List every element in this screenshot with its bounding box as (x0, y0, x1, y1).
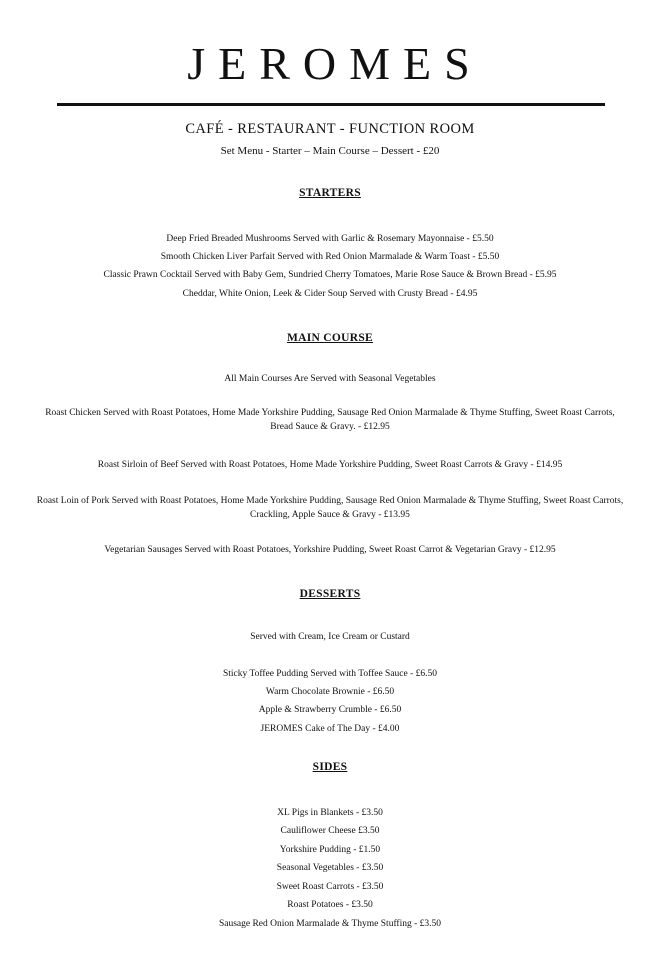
main-course-heading: MAIN COURSE (286, 332, 374, 344)
side-item: Seasonal Vegetables - £3.50 (276, 863, 384, 873)
starter-item: Smooth Chicken Liver Parfait Served with Red Onion Marmalade & Warm Toast - £5.50 (160, 252, 500, 262)
starter-item: Classic Prawn Cocktail Served with Baby Gem, Sundried Cherry Tomatoes, Marie Rose Sauce & Brown Bread - £5.95 (103, 270, 557, 280)
side-item: Roast Potatoes - £3.50 (287, 900, 373, 910)
side-item: XL Pigs in Blankets - £3.50 (277, 808, 383, 818)
title-divider (57, 103, 605, 106)
venue-subtitle: CAFÉ - RESTAURANT - FUNCTION ROOM (185, 121, 475, 137)
dessert-item: Apple & Strawberry Crumble - £6.50 (258, 705, 402, 715)
dessert-item: Sticky Toffee Pudding Served with Toffee Sauce - £6.50 (222, 669, 438, 679)
main-course-item: Roast Sirloin of Beef Served with Roast Potatoes, Home Made Yorkshire Pudding, Sweet Roast Carrots & Gravy - £14.95 (97, 460, 563, 470)
restaurant-title: JEROMES (187, 38, 483, 89)
starter-item: Cheddar, White Onion, Leek & Cider Soup Served with Crusty Bread - £4.95 (182, 289, 478, 299)
main-course-item: Vegetarian Sausages Served with Roast Potatoes, Yorkshire Pudding, Sweet Roast Carrot & Vegetarian Gravy - £12.95 (104, 545, 556, 555)
dessert-item: JEROMES Cake of The Day - £4.00 (260, 724, 400, 734)
desserts-heading: DESSERTS (299, 588, 361, 600)
side-item: Sweet Roast Carrots - £3.50 (276, 882, 384, 892)
starter-item: Deep Fried Breaded Mushrooms Served with Garlic & Rosemary Mayonnaise - £5.50 (166, 234, 494, 244)
sides-heading: SIDES (312, 761, 348, 773)
side-item: Sausage Red Onion Marmalade & Thyme Stuffing - £3.50 (218, 919, 442, 929)
main-course-item: Roast Loin of Pork Served with Roast Potatoes, Home Made Yorkshire Pudding, Sausage Red Onion Marmalade & Thyme Stuffing, Sweet Roast Carrots, Crackling, Apple Sauce & Gravy - £13.95 (36, 496, 624, 520)
side-item: Yorkshire Pudding - £1.50 (279, 845, 381, 855)
dessert-item: Warm Chocolate Brownie - £6.50 (265, 687, 395, 697)
set-menu-line: Set Menu - Starter – Main Course – Dessert - £20 (220, 145, 440, 157)
main-course-note: All Main Courses Are Served with Seasonal Vegetables (224, 374, 436, 384)
desserts-note: Served with Cream, Ice Cream or Custard (250, 632, 410, 642)
main-course-item: Roast Chicken Served with Roast Potatoes, Home Made Yorkshire Pudding, Sausage Red Onion Marmalade & Thyme Stuffing, Sweet Roast Carrots, Bread Sauce & Gravy. - £12.95 (45, 408, 615, 432)
side-item: Cauliflower Cheese £3.50 (280, 826, 380, 836)
starters-heading: STARTERS (299, 187, 361, 199)
